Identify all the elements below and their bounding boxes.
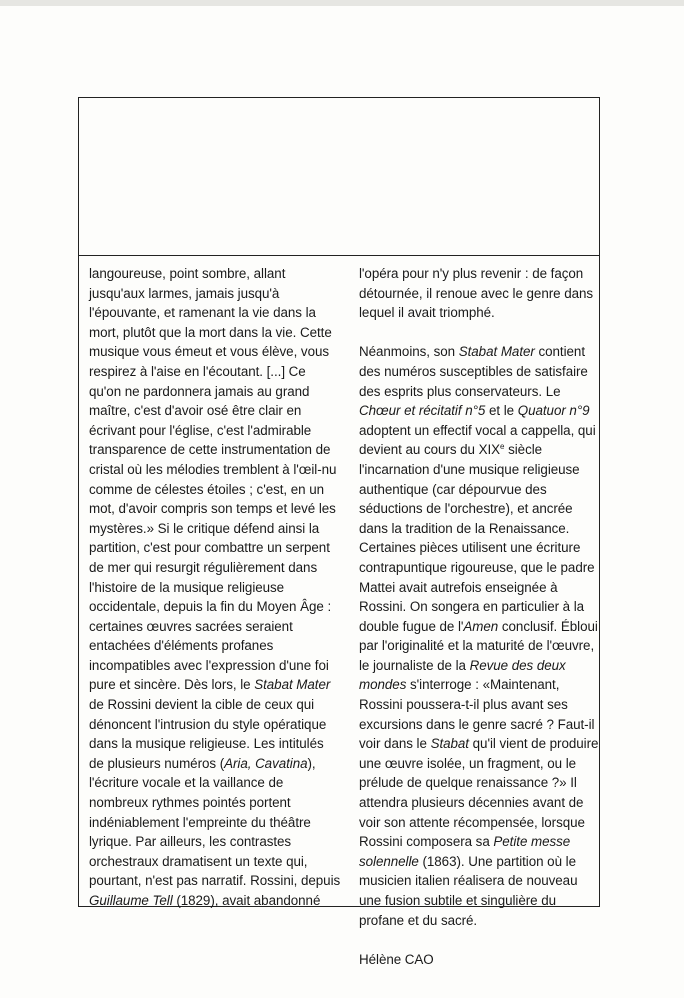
body-text: contient des numéros susceptibles de satisfaire des esprits plus conservateurs. Le	[359, 344, 588, 399]
paragraph	[359, 264, 599, 323]
body-text: qu'il vient de produire une œuvre isolée, un fragment, ou le prélude de quelque renaissance ?» Il attendra plusieurs décennies avant de voir son attente récompensée, lorsque Rossini composera sa	[359, 736, 599, 850]
right-column	[359, 264, 599, 969]
scan-top-edge	[0, 0, 684, 6]
body-text: langoureuse, point sombre, allant jusqu'aux larmes, jamais jusqu'à l'épouvante, et ramenant la vie dans la mort, plutôt que la mort dans la vie. Cette musique vous émeut et vous élève, vous respirez à l'aise en l'écoutant. [...] Ce qu'on ne pardonnera jamais au grand maître, c'est d'avoir osé être clair en écrivant pour l'église, c'est l'admirable transparence de cette instrumentation de cristal où les mélodies tremblent à l'œil-nu comme de célestes étoiles ; c'est, en un mot, d'avoir compris son temps et levé les mystères.» Si le critique défend ainsi la partition, c'est pour combattre un serpent de mer qui resurgit régulièrement dans l'histoire de la musique religieuse occidentale, depuis la fin du Moyen Âge : certaines œuvres sacrées seraient entachées d'éléments profanes incompatibles avec l'expression d'une foi pure et sincère. Dès lors, le	[89, 266, 337, 693]
superscript-text: e	[500, 442, 505, 452]
italic-title-text: Guillaume Tell	[89, 893, 173, 908]
body-text: s'interroge : «Maintenant, Rossini poussera-t-il plus avant ses excursions dans le genre sacré ? Faut-il voir dans le	[359, 677, 595, 752]
body-text: (1863). Une partition où le musicien italien réalisera de nouveau une fusion subtile et singulière du profane et du sacré.	[359, 853, 578, 928]
italic-title-text: Stabat Mater	[458, 344, 535, 360]
left-column	[89, 264, 341, 911]
body-text: ), l'écriture vocale et la vaillance de nombreux rythmes pointés portent indéniablement l'empreinte du théâtre lyrique. Par ailleurs, les contrastes orchestraux dramatisent un texte qui, pourtant, n'est pas narratif. Rossini, depuis	[89, 755, 341, 889]
italic-title-text: Stabat	[430, 736, 469, 752]
paragraph	[89, 264, 341, 911]
empty-header-box	[79, 98, 599, 256]
body-text: l'opéra pour n'y plus revenir : de façon détournée, il renoue avec le genre dans lequel il avait triomphé.	[359, 266, 594, 321]
italic-title-text: Stabat Mater	[254, 677, 331, 693]
article-frame	[78, 97, 600, 967]
body-text: siècle l'incarnation d'une musique religieuse authentique (car dépourvue des séductions de l'orchestre), et ancrée dans la tradition de la Renaissance. Certaines pièces utilisent une écriture contrapuntique rigoureuse, que le padre Mattei avait autrefois enseignée à Rossini. On songera en particulier à la double fugue de l'	[359, 442, 595, 634]
italic-title-text: Petite messe solennelle	[359, 834, 571, 869]
italic-title-text: Aria, Cavatina	[224, 755, 308, 771]
body-text: et le	[485, 403, 518, 419]
body-text: (1829), avait abandonné	[172, 893, 321, 908]
italic-title-text: Chœur et récitatif n°5	[359, 403, 486, 419]
body-text: Néanmoins, son	[359, 344, 459, 360]
italic-title-text: Revue des deux mondes	[359, 657, 566, 693]
italic-title-text: Quatuor n°9	[517, 403, 590, 419]
italic-title-text: Amen	[463, 618, 499, 634]
paragraph	[359, 342, 599, 930]
body-text: conclusif. Ébloui par l'originalité et la maturité de l'œuvre, le journaliste de la	[359, 618, 598, 673]
body-text: de Rossini devient la cible de ceux qui dénoncent l'intrusion du style opératique dans la musique religieuse. Les intitulés de plusieurs numéros (	[89, 697, 327, 771]
author-signature: Hélène CAO	[359, 951, 434, 967]
body-text: adoptent un effectif vocal a cappella, qui devient au cours du XIX	[359, 422, 596, 458]
